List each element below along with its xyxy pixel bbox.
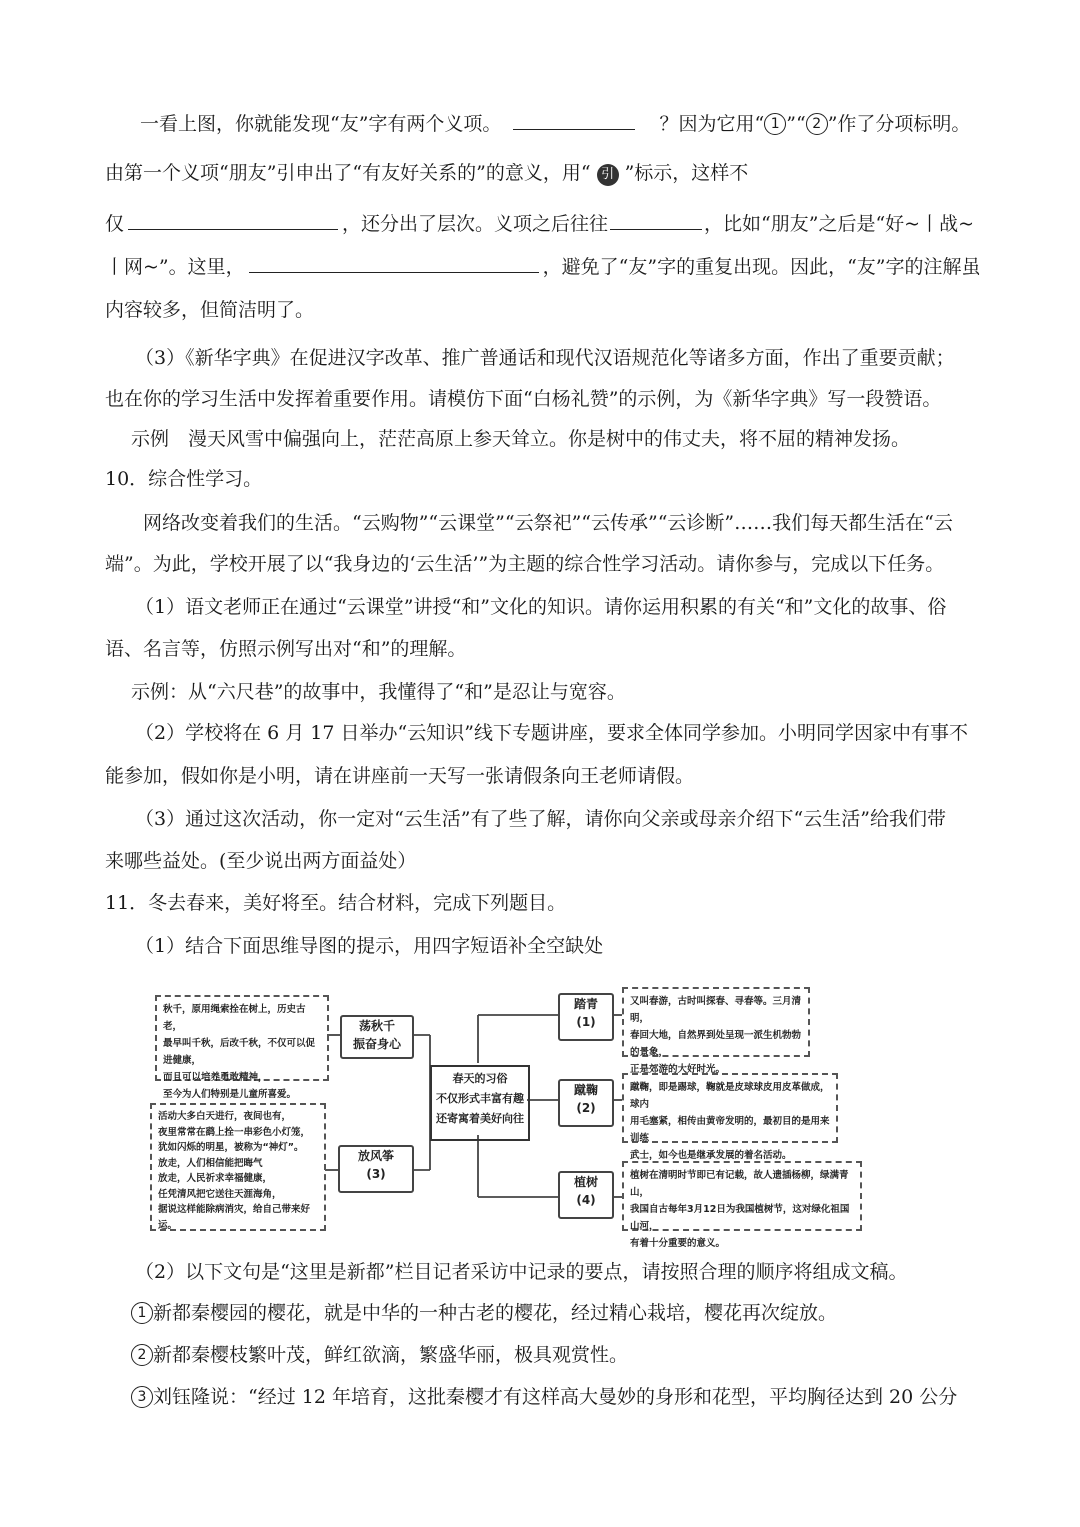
mind-map-node-kite (338, 1145, 414, 1193)
text: 用毛塞紧，相传由黄帝发明的，最初目的是用来训练 (630, 1116, 830, 1144)
answer-blank-1[interactable] (513, 109, 635, 130)
text: 春天的习俗 (452, 1072, 508, 1085)
answer-blank-4[interactable] (249, 252, 539, 273)
mind-map-text-swing (155, 995, 329, 1100)
text: ，比如“朋友”之后是“好~丨战~ (704, 213, 975, 235)
question-10-2-line-2: 能参加，假如你是小明，请在讲座前一天写一张请假条向王老师请假。 (105, 765, 695, 787)
circled-number-1: 1 (131, 1302, 153, 1324)
text: 活动大多白天进行，夜间也有， (158, 1111, 292, 1122)
question-10-1-line-2: 语、名言等，仿照示例写出对“和”的理解。 (105, 638, 467, 660)
item-3 (131, 1383, 957, 1411)
mind-map-text-planting (622, 1161, 862, 1249)
question-10-1-example: 示例：从“六尺巷”的故事中，我懂得了“和”是忍让与宽容。 (131, 681, 626, 703)
text: 据说这样能除病消灾，给自己带来好运。 (158, 1204, 311, 1231)
question-11-title: 11．冬去春来，美好将至。结合材料，完成下列题目。 (105, 892, 567, 914)
mind-map-node-swing (340, 1015, 414, 1059)
text: 犹如闪烁的明星，被称为“神灯”。 (158, 1142, 304, 1153)
question-10-2-line-1: （2）学校将在 6 月 17 日举办“云知识”线下专题讲座，要求全体同学参加。小明同学因家中有事不 (135, 722, 968, 744)
text: 我国自古每年3月12日为我国植树节，这对绿化祖国山河， (630, 1204, 850, 1232)
mind-map-node-outing (558, 993, 614, 1041)
text: 刘钰隆说：“经过 12 年培育，这批秦樱才有这样高大曼妙的身形和花型，平均胸径达到 20 公分 (153, 1386, 958, 1408)
text: ”标示，这样不 (624, 162, 749, 184)
text: 蹴鞠，即是踢球，鞠就是皮球球皮用皮革做成，球内 (630, 1082, 830, 1110)
mind-map-text-outing (622, 987, 810, 1075)
text: 植树在清明时节即已有记载，故人遗插杨柳，绿满青山， (630, 1170, 849, 1198)
para-line-4 (105, 252, 981, 281)
text: 植树 (573, 1175, 598, 1189)
text: 夜里常常在鹞上拴一串彩色小灯笼， (158, 1126, 311, 1138)
circled-number-2: 2 (131, 1344, 153, 1366)
circled-number-3: 3 (131, 1386, 153, 1408)
text: 放走，人民祈求幸福健康， (158, 1173, 273, 1184)
text: (4) (576, 1193, 596, 1207)
question-3-example: 示例 漫天风雪中偏强向上，茫茫高原上参天耸立。你是树中的伟丈夫，将不屈的精神发扬。 (131, 428, 911, 450)
text: 丨网~”。这里， (105, 256, 245, 278)
text: 新都秦樱枝繁叶茂，鲜红欲滴，繁盛华丽，极具观赏性。 (153, 1344, 629, 1366)
answer-blank-3[interactable] (610, 209, 702, 230)
text: ，避免了“友”字的重复出现。因此，“友”字的注解虽 (542, 256, 981, 278)
text: ”作了分项标明。 (827, 113, 971, 135)
text: 正是郊游的大好时光。 (630, 1064, 726, 1075)
text: (1) (576, 1015, 596, 1029)
text: 秋千，原用绳索拴在树上，历史古老， (163, 1004, 306, 1032)
text: 由第一个义项“朋友”引申出了“有友好关系的”的意义，用“ (105, 162, 591, 184)
text: (3) (366, 1167, 386, 1181)
text: 还寄寓着美好向往 (436, 1112, 524, 1125)
question-10-3-line-1: （3）通过这次活动，你一定对“云生活”有了些了解，请你向父亲或母亲介绍下“云生活”给我们带 (135, 808, 946, 830)
text: 至今为人们特别是儿童所喜爱。 (163, 1089, 297, 1100)
yin-symbol-icon: 引 (597, 164, 619, 186)
text: ，还分出了层次。义项之后往往 (342, 213, 609, 235)
mind-map-text-kite (150, 1103, 326, 1231)
text: 不仅形式丰富有趣 (436, 1092, 524, 1105)
mind-map-text-cuju (622, 1073, 838, 1161)
text: 振奋身心 (352, 1037, 401, 1051)
text: 放风筝 (357, 1149, 394, 1163)
mind-map (140, 975, 880, 1249)
text: 有着十分重要的意义。 (630, 1238, 726, 1249)
question-11-2: （2）以下文句是“这里是新都”栏目记者采访中记录的要点，请按照合理的顺序将组成文稿。 (135, 1261, 908, 1283)
text: ”“ (786, 113, 806, 135)
para-line-5: 内容较多，但简洁明了。 (105, 299, 315, 321)
text: 又叫春游，古时叫探春、寻春等。三月清明， (630, 996, 802, 1024)
text: 任凭清风把它送往天涯海角， (158, 1188, 282, 1200)
mind-map-node-planting (558, 1171, 614, 1219)
text: 而且可以培养勇敢精神， (163, 1072, 268, 1083)
text: 最早叫千秋，后改千秋，不仅可以促进健康， (163, 1038, 316, 1066)
text: 踏青 (573, 997, 598, 1011)
para-line-2 (105, 159, 748, 187)
question-10-3-line-2: 来哪些益处。(至少说出两方面益处） (105, 850, 417, 872)
text: 一看上图，你就能发现“友”字有两个义项。 (140, 113, 502, 135)
text: 春回大地，自然界到处呈现一派生机勃勃的景象， (630, 1030, 802, 1058)
para-line-3 (105, 209, 974, 238)
circled-number-1: 1 (764, 113, 786, 135)
text: 仅 (105, 213, 125, 235)
circled-number-2: 2 (806, 113, 828, 135)
item-2 (131, 1341, 628, 1369)
mind-map-node-cuju (558, 1079, 614, 1127)
question-3-line-1: （3）《新华字典》在促进汉字改革、推广普通话和现代汉语规范化等诸多方面，作出了重要贡献； (135, 347, 955, 369)
question-10-intro-1: 网络改变着我们的生活。“云购物”“云课堂”“云祭祀”“云传承”“云诊断”……我们每天都生活在“云 (143, 512, 953, 534)
text: 武士，如今也是继承发展的着名活动。 (630, 1150, 792, 1161)
text: 放走，人们相信能把晦气 (158, 1157, 263, 1169)
question-11-1: （1）结合下面思维导图的提示，用四字短语补全空缺处 (135, 935, 604, 957)
text: (2) (576, 1101, 596, 1115)
text: 蹴鞠 (573, 1083, 598, 1097)
text: 荡秋千 (358, 1019, 395, 1033)
question-10-1-line-1: （1）语文老师正在通过“云课堂”讲授“和”文化的知识。请你运用积累的有关“和”文化的故事、俗 (135, 596, 947, 618)
question-10-title: 10．综合性学习。 (105, 468, 263, 490)
question-10-intro-2: 端”。为此，学校开展了以“我身边的‘云生活’”为主题的综合性学习活动。请你参与，完成以下任务。 (105, 553, 945, 575)
item-1 (131, 1299, 837, 1327)
question-3-line-2: 也在你的学习生活中发挥着重要作用。请模仿下面“白杨礼赞”的示例，为《新华字典》写一段赞语。 (105, 388, 942, 410)
text: ？因为它用“ (659, 113, 765, 135)
para-line-1 (140, 109, 970, 138)
mind-map-center-node (430, 1065, 530, 1141)
answer-blank-2[interactable] (128, 209, 338, 230)
text: 新都秦樱园的樱花，就是中华的一种古老的樱花，经过精心栽培，樱花再次绽放。 (153, 1302, 838, 1324)
